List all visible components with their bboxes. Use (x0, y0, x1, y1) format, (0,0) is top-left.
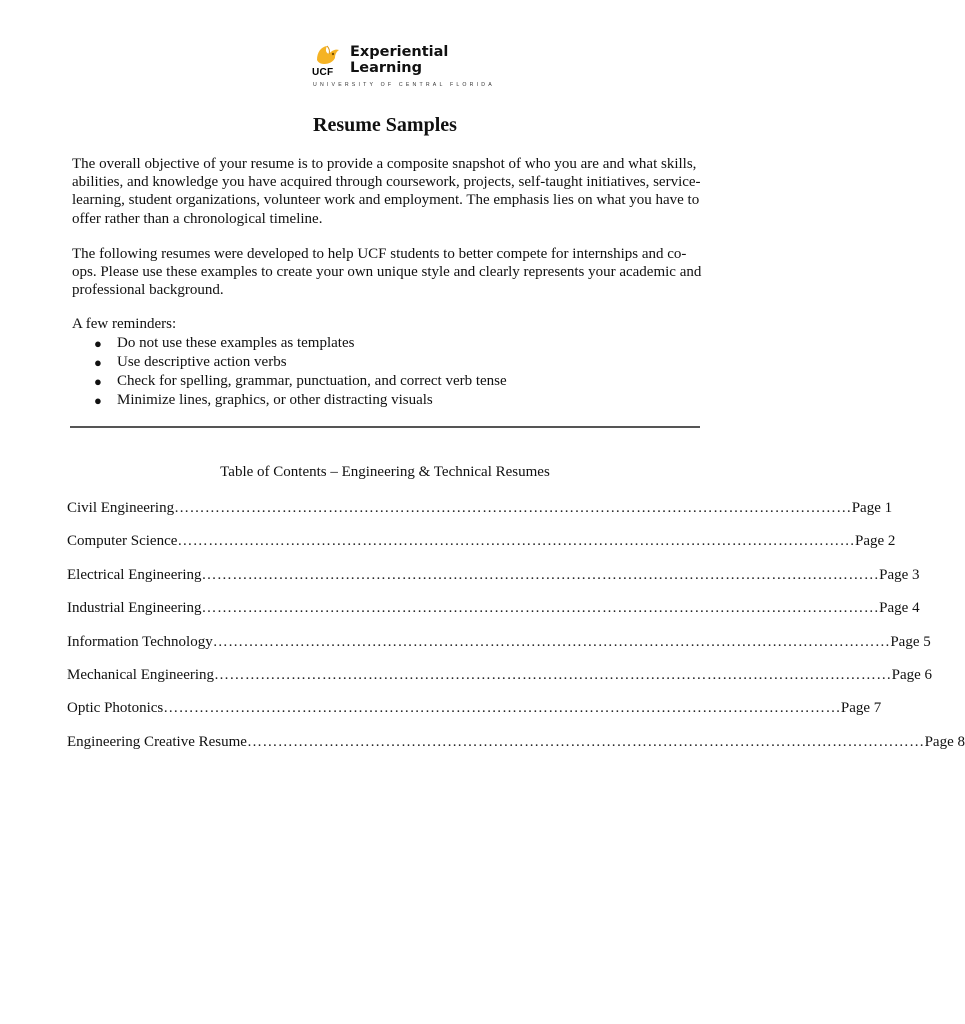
toc-entry-civil-engineering[interactable] (67, 500, 893, 520)
reminder-item (72, 391, 507, 410)
toc-leader-dots: …………………………………………………………………………………………………………………… (174, 500, 852, 516)
toc-entry-label: Civil Engineering (67, 500, 175, 516)
ucf-experiential-learning-logo (311, 42, 511, 94)
toc-leader-dots: …………………………………………………………………………………………………………………… (201, 567, 880, 583)
toc-entry-label: Computer Science (67, 533, 178, 549)
toc-entry-label: Mechanical Engineering (67, 667, 215, 683)
toc-entry-mechanical-engineering[interactable] (67, 667, 933, 687)
toc-leader-dots: …………………………………………………………………………………………………………………… (163, 700, 841, 716)
toc-entry-optic-photonics[interactable] (67, 700, 882, 720)
reminders-list (72, 334, 507, 410)
reminder-item (72, 372, 507, 391)
reminders-heading: A few reminders: (72, 316, 177, 332)
toc-entry-page: Page 6 (891, 667, 933, 683)
toc-entry-computer-science[interactable] (67, 533, 896, 553)
toc-entry-label: Engineering Creative Resume (67, 734, 247, 750)
toc-entry-label: Information Technology (67, 634, 213, 650)
reminder-text: Check for spelling, grammar, punctuation, and correct verb tense (117, 373, 507, 389)
toc-leader-dots: …………………………………………………………………………………………………………………… (201, 600, 880, 616)
bullet-icon: ● (94, 336, 102, 351)
bullet-icon: ● (94, 393, 102, 408)
logo-title-line1: Experiential (350, 44, 449, 60)
reminder-item (72, 353, 507, 372)
toc-entry-page: Page 8 (924, 734, 965, 750)
logo-subtitle: UNIVERSITY OF CENTRAL FLORIDA (313, 82, 495, 88)
section-divider (70, 426, 700, 428)
toc-entry-electrical-engineering[interactable] (67, 567, 920, 587)
toc-entry-label: Electrical Engineering (67, 567, 202, 583)
toc-entry-engineering-creative-resume[interactable] (67, 734, 965, 754)
logo-title (350, 44, 448, 76)
document-title: Resume Samples (313, 114, 457, 136)
purpose-paragraph: The following resumes were developed to help UCF students to better compete for internships and co-ops. Please use these examples to create your own unique style and clearly represents your academic and professional background. (72, 246, 702, 299)
toc-entry-industrial-engineering[interactable] (67, 600, 920, 620)
toc-entry-page: Page 7 (840, 700, 882, 716)
toc-leader-dots: …………………………………………………………………………………………………………………… (177, 533, 855, 549)
toc-leader-dots: …………………………………………………………………………………………………………………… (246, 734, 925, 750)
bullet-icon: ● (94, 374, 102, 389)
bullet-icon: ● (94, 355, 102, 370)
toc-entry-information-technology[interactable] (67, 634, 931, 654)
logo-ucf-text: UCF (312, 67, 334, 78)
reminder-text: Minimize lines, graphics, or other distracting visuals (117, 392, 433, 408)
toc-entry-label: Optic Photonics (67, 700, 164, 716)
toc-entry-page: Page 4 (879, 600, 920, 616)
reminder-item (72, 334, 507, 353)
intro-paragraph: The overall objective of your resume is to provide a composite snapshot of who you are and what skills, abilities, and knowledge you have acquired through coursework, projects, self-taught initiatives, service-learning, student organizations, volunteer work and employment. The emphasis lies on what you have to offer rather than a chronological timeline. (72, 156, 701, 227)
toc-entry-page: Page 1 (851, 500, 893, 516)
toc-entry-page: Page 5 (890, 634, 931, 650)
toc-entry-page: Page 2 (855, 533, 896, 549)
logo-title-line2: Learning (350, 60, 423, 76)
reminder-text: Do not use these examples as templates (117, 335, 355, 351)
toc-entry-label: Industrial Engineering (67, 600, 202, 616)
toc-entry-page: Page 3 (879, 567, 920, 583)
reminder-text: Use descriptive action verbs (117, 354, 287, 370)
toc-leader-dots: …………………………………………………………………………………………………………………… (212, 634, 891, 650)
toc-title: Table of Contents – Engineering & Technical Resumes (220, 464, 550, 480)
toc-leader-dots: …………………………………………………………………………………………………………………… (214, 667, 892, 683)
